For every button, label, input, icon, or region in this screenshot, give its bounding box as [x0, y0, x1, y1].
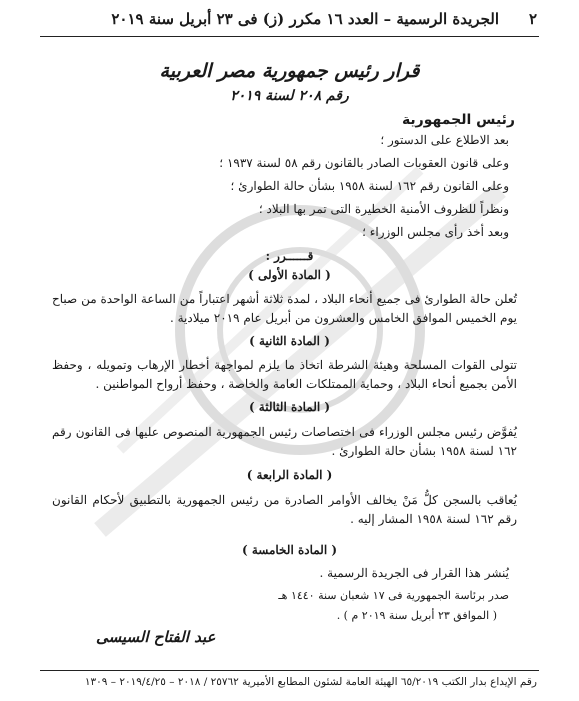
decree-number: رقم ٢٠٨ لسنة ٢٠١٩: [230, 88, 349, 104]
article-heading: ( المادة الثانية ): [249, 334, 330, 348]
decided-heading: قــــــرر :: [265, 249, 314, 263]
article-heading: ( المادة الأولى ): [248, 268, 331, 282]
preamble-line: وعلى القانون رقم ١٦٢ لسنة ١٩٥٨ بشأن حالة الطوارئ ؛: [230, 179, 509, 193]
preamble-line: وبعد أخذ رأى مجلس الوزراء ؛: [362, 225, 509, 239]
header-divider: [40, 36, 539, 37]
president-signature: عبد الفتاح السيسى: [96, 628, 216, 646]
issued-line: صدر برئاسة الجمهورية فى ١٧ شعبان سنة ١٤٤٠ هـ: [278, 589, 509, 602]
article-text: تُعلن حالة الطوارئ فى جميع أنحاء البلاد ، لمدة ثلاثة أشهر اعتباراً من الساعة الواحدة من صباح يوم الخميس الموافق الخامس والعشرون من أبريل عام ٢٠١٩ ميلادية .: [52, 292, 517, 325]
article-text: تتولى القوات المسلحة وهيئة الشرطة اتخاذ ما يلزم لمواجهة أخطار الإرهاب وتمويله ، وحفظ الأمن بجميع أنحاء البلاد ، وحماية الممتلكات العامة والخاصة ، وحفظ أرواح المواطنين .: [52, 358, 517, 391]
issued-date-line: ( الموافق ٢٣ أبريل سنة ٢٠١٩ م ) .: [336, 609, 497, 622]
preamble-line: وعلى قانون العقوبات الصادر بالقانون رقم ٥٨ لسنة ١٩٣٧ ؛: [219, 156, 509, 170]
footer-divider: [40, 670, 539, 671]
preamble-line: ونظراً للظروف الأمنية الخطيرة التى تمر بها البلاد ؛: [258, 202, 509, 216]
page-header: [40, 8, 537, 34]
article-heading: ( المادة الرابعة ): [246, 468, 333, 482]
president-heading: رئيس الجمهورية: [401, 112, 515, 128]
footer-text: رقم الإيداع بدار الكتب ٦٥/٢٠١٩ الهيئة العامة لشئون المطابع الأميرية ٢٥٧٦٢ / ٢٠١٨ – ٢٠١٩/٤/٢٥ – ١٣٠٩: [84, 676, 537, 688]
article-heading: ( المادة الخامسة ): [241, 543, 338, 557]
header-text: الجريدة الرسمية – العدد ١٦ مكرر (ز) فى ٢٣ أبريل سنة ٢٠١٩: [111, 10, 499, 28]
article-text: يُعاقب بالسجن كلُّ مَنْ يخالف الأوامر الصادرة من رئيس الجمهورية بالتطبيق لأحكام القانون رقم ١٦٢ لسنة ١٩٥٨ المشار إليه .: [52, 493, 517, 526]
article-text: يُنشر هذا القرار فى الجريدة الرسمية .: [319, 566, 509, 580]
article-text: يُفوَّض رئيس مجلس الوزراء فى اختصاصات رئيس الجمهورية المنصوص عليها فى القانون رقم ١٦٢ لسنة ١٩٥٨ بشأن حالة الطوارئ .: [52, 425, 517, 458]
article-heading: ( المادة الثالثة ): [248, 400, 331, 414]
preamble-line: بعد الاطلاع على الدستور ؛: [380, 133, 509, 147]
decree-title: قرار رئيس جمهورية مصر العربية: [159, 60, 420, 82]
page-number: ٢: [528, 10, 537, 28]
